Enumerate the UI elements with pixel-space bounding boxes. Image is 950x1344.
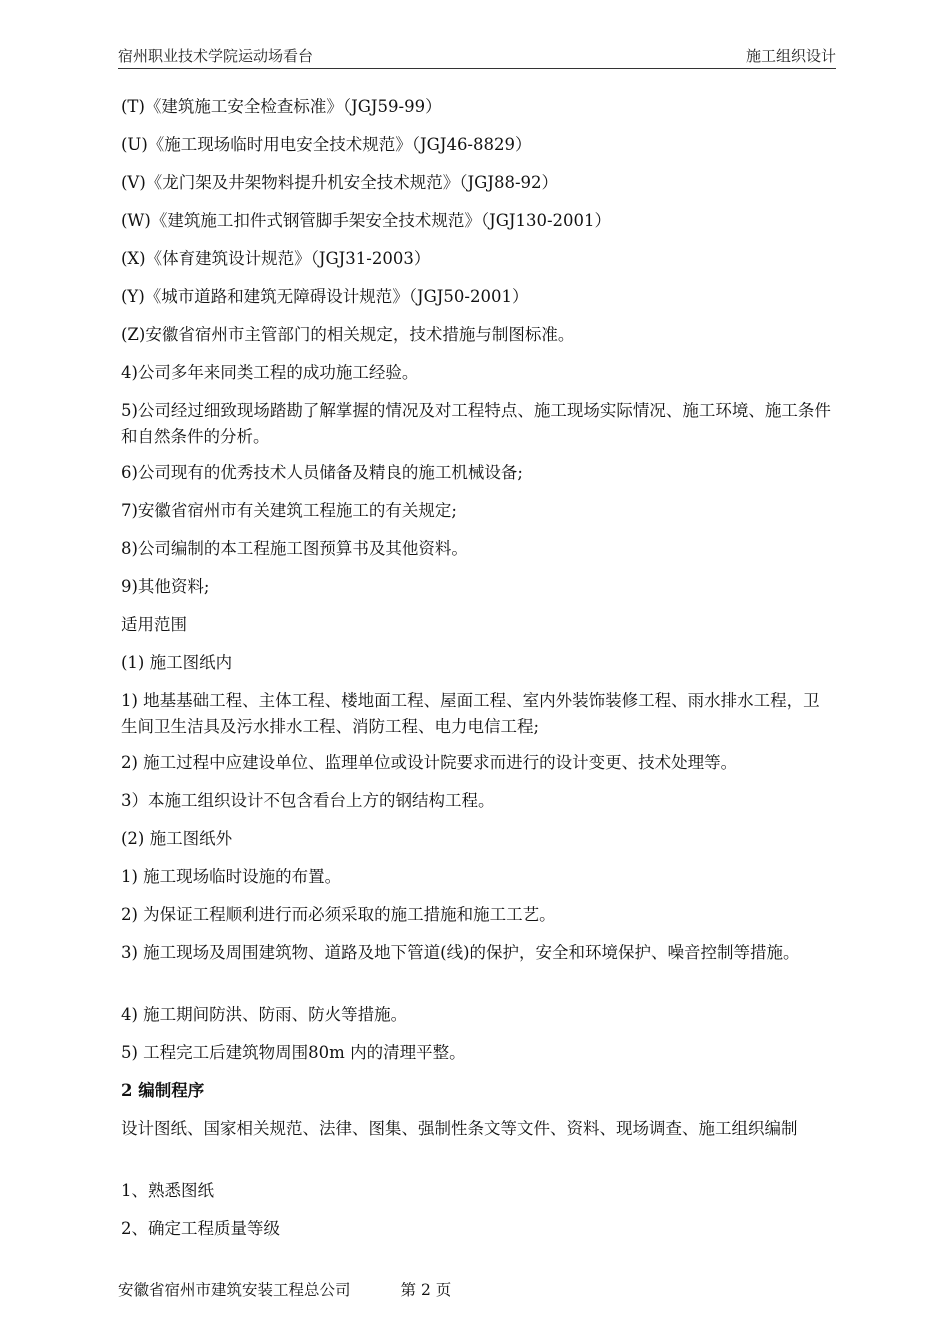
- scope-outside-item-4: 4) 施工期间防洪、防雨、防火等措施。: [121, 1005, 408, 1024]
- basis-item-5: 5)公司经过细致现场踏勘了解掌握的情况及对工程特点、施工现场实际情况、施工环境、施工条件和自然条件的分析。: [121, 401, 831, 446]
- scope-outside-item-2: 2) 为保证工程顺利进行而必须采取的施工措施和施工工艺。: [121, 905, 556, 924]
- basis-item-6: 6)公司现有的优秀技术人员储备及精良的施工机械设备;: [121, 463, 523, 482]
- procedure-step-2: 2、确定工程质量等级: [121, 1219, 280, 1238]
- header-doc-type: 施工组织设计: [745, 47, 836, 65]
- scope-inside-item-2: 2) 施工过程中应建设单位、监理单位或设计院要求而进行的设计变更、技术处理等。: [121, 753, 738, 772]
- section-heading-procedure: 2 编制程序: [121, 1081, 205, 1100]
- footer-page-number: 第 2 页: [400, 1281, 452, 1299]
- footer-company: 安徽省宿州市建筑安装工程总公司: [118, 1281, 351, 1299]
- scope-heading: 适用范围: [121, 615, 187, 634]
- standard-item-u: (U)《施工现场临时用电安全技术规范》（JGJ46-8829）: [121, 135, 532, 154]
- page-footer: [118, 1278, 451, 1300]
- scope-inside-item-3: 3）本施工组织设计不包含看台上方的钢结构工程。: [121, 791, 495, 810]
- standard-item-w: (W)《建筑施工扣件式钢管脚手架安全技术规范》（JGJ130-2001）: [121, 211, 612, 230]
- basis-item-9: 9)其他资料;: [121, 577, 210, 596]
- basis-item-7: 7)安徽省宿州市有关建筑工程施工的有关规定;: [121, 501, 457, 520]
- scope-subheading-1: (1) 施工图纸内: [121, 653, 233, 672]
- standard-item-z: (Z)安徽省宿州市主管部门的相关规定，技术措施与制图标准。: [121, 325, 575, 344]
- scope-outside-item-5: 5) 工程完工后建筑物周围80m 内的清理平整。: [121, 1043, 466, 1062]
- standard-item-x: (X)《体育建筑设计规范》（JGJ31-2003）: [121, 249, 431, 268]
- scope-subheading-2: (2) 施工图纸外: [121, 829, 233, 848]
- basis-item-4: 4)公司多年来同类工程的成功施工经验。: [121, 363, 419, 382]
- standard-item-v: (V)《龙门架及井架物料提升机安全技术规范》（JGJ88-92）: [121, 173, 559, 192]
- scope-outside-item-3: 3) 施工现场及周围建筑物、道路及地下管道(线)的保护，安全和环境保护、噪音控制等措施。: [121, 943, 800, 962]
- procedure-intro: 设计图纸、国家相关规范、法律、图集、强制性条文等文件、资料、现场调查、施工组织编制: [121, 1119, 798, 1138]
- header-project-title: 宿州职业技术学院运动场看台: [118, 47, 314, 65]
- standard-item-y: (Y)《城市道路和建筑无障碍设计规范》（JGJ50-2001）: [121, 287, 529, 306]
- page-header: [118, 38, 836, 69]
- scope-outside-item-1: 1) 施工现场临时设施的布置。: [121, 867, 342, 886]
- standard-item-t: (T)《建筑施工安全检查标准》（JGJ59-99）: [121, 97, 442, 116]
- basis-item-8: 8)公司编制的本工程施工图预算书及其他资料。: [121, 539, 468, 558]
- procedure-step-1: 1、熟悉图纸: [121, 1181, 214, 1200]
- scope-inside-item-1: 1) 地基基础工程、主体工程、楼地面工程、屋面工程、室内外装饰装修工程、雨水排水工程，卫生间卫生洁具及污水排水工程、消防工程、电力电信工程;: [121, 691, 820, 736]
